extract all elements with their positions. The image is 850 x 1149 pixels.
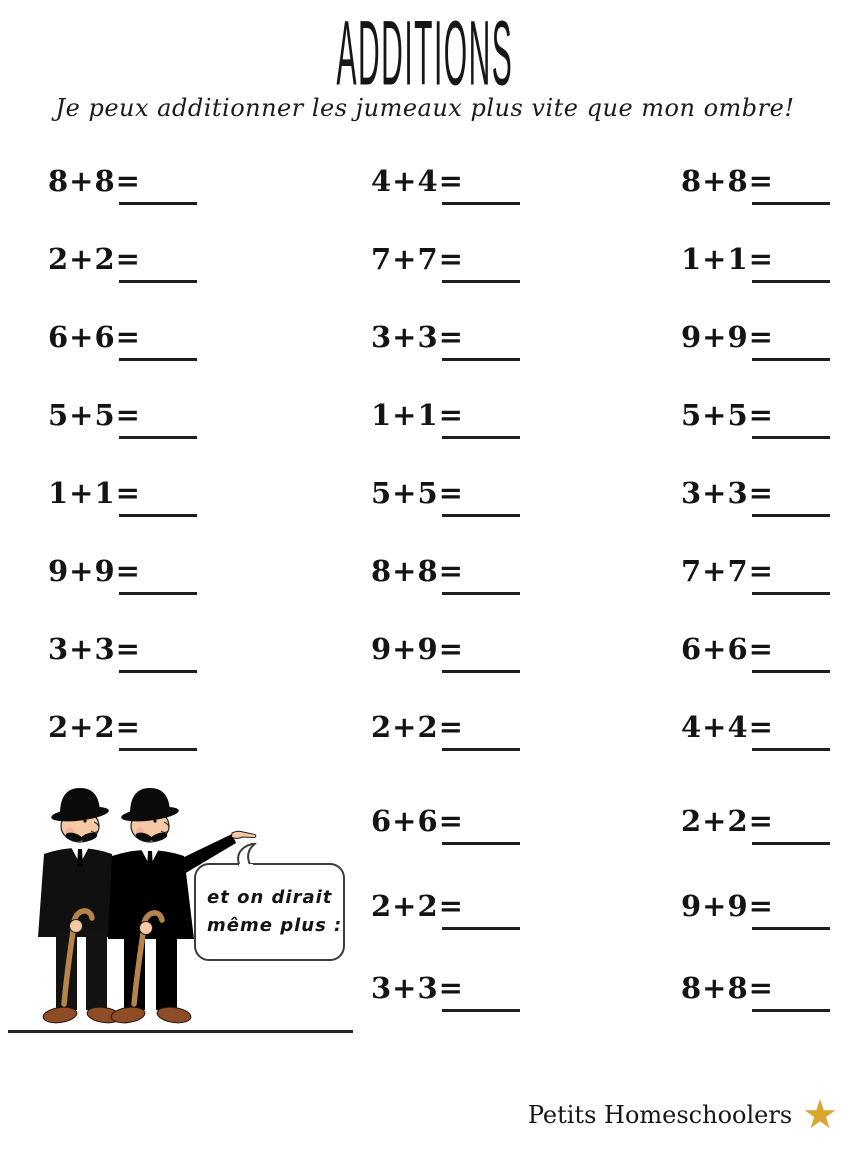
problem-text: 5+5=	[371, 476, 464, 510]
problem-text: 2+2=	[48, 242, 141, 276]
answer-blank	[442, 202, 520, 205]
answer-blank	[442, 280, 520, 283]
problem-text: 7+7=	[681, 554, 774, 588]
answer-blank	[119, 592, 197, 595]
answer-blank	[442, 842, 520, 845]
problem-text: 2+2=	[48, 710, 141, 744]
problem-text: 5+5=	[48, 398, 141, 432]
addition-problem	[681, 554, 850, 635]
addition-problem	[48, 320, 263, 401]
addition-problem	[371, 320, 586, 401]
problem-text: 6+6=	[371, 804, 464, 838]
problems-column-1	[48, 164, 263, 791]
twin-left	[38, 788, 122, 1025]
addition-problem	[371, 242, 586, 323]
answer-blank	[119, 748, 197, 751]
footer	[527, 1092, 838, 1138]
addition-problem	[371, 804, 586, 885]
addition-problem	[371, 971, 586, 1052]
problem-text: 2+2=	[681, 804, 774, 838]
answer-blank	[752, 514, 830, 517]
answer-blank	[442, 358, 520, 361]
answer-blank	[752, 436, 830, 439]
speech-line-1: et on dirait	[207, 887, 333, 908]
addition-problem	[371, 398, 586, 479]
addition-problem	[681, 164, 850, 245]
problem-text: 4+4=	[371, 164, 464, 198]
problem-text: 1+1=	[371, 398, 464, 432]
addition-problem	[48, 476, 263, 557]
problem-text: 8+8=	[681, 971, 774, 1005]
page-subtitle: Je peux additionner les jumeaux plus vite que mon ombre!	[55, 94, 795, 122]
addition-problem	[48, 554, 263, 635]
answer-blank	[752, 927, 830, 930]
problem-text: 9+9=	[681, 320, 774, 354]
speech-line-2: même plus :	[207, 914, 343, 936]
answer-blank	[119, 514, 197, 517]
speech-bubble	[194, 863, 345, 961]
addition-problem	[371, 476, 586, 557]
problem-text: 8+8=	[48, 164, 141, 198]
answer-blank	[119, 436, 197, 439]
answer-blank	[442, 514, 520, 517]
addition-problem	[681, 632, 850, 713]
answer-blank	[119, 670, 197, 673]
speech-bubble-tail	[230, 843, 266, 867]
answer-blank	[119, 280, 197, 283]
problem-text: 3+3=	[371, 320, 464, 354]
addition-problem	[681, 242, 850, 323]
answer-blank	[442, 748, 520, 751]
answer-blank	[442, 1009, 520, 1012]
problem-text: 9+9=	[48, 554, 141, 588]
problem-text: 2+2=	[371, 889, 464, 923]
problem-text: 8+8=	[681, 164, 774, 198]
speech-bubble-text	[207, 884, 343, 940]
problem-text: 4+4=	[681, 710, 774, 744]
addition-problem	[681, 398, 850, 479]
addition-problem	[371, 632, 586, 713]
problems-column-2	[371, 164, 586, 1052]
addition-problem	[48, 398, 263, 479]
answer-blank	[752, 1009, 830, 1012]
problem-text: 6+6=	[48, 320, 141, 354]
problem-text: 1+1=	[48, 476, 141, 510]
footer-brand: Petits Homeschoolers	[527, 1101, 793, 1129]
addition-problem	[48, 242, 263, 323]
answer-blank	[752, 748, 830, 751]
answer-blank	[442, 592, 520, 595]
addition-problem	[371, 889, 586, 970]
problem-text: 5+5=	[681, 398, 774, 432]
page-header	[0, 4, 850, 106]
problem-text: 1+1=	[681, 242, 774, 276]
problem-text: 8+8=	[371, 554, 464, 588]
problem-text: 6+6=	[681, 632, 774, 666]
star-icon: ★	[802, 1092, 838, 1138]
addition-problem	[681, 971, 850, 1052]
answer-blank	[752, 592, 830, 595]
problem-text: 9+9=	[681, 889, 774, 923]
addition-problem	[371, 164, 586, 245]
answer-blank	[752, 670, 830, 673]
addition-problem	[681, 320, 850, 401]
problem-text: 2+2=	[371, 710, 464, 744]
addition-problem	[681, 804, 850, 885]
addition-problem	[371, 710, 586, 791]
illustration-bottom-rule	[8, 1030, 353, 1033]
problem-text: 3+3=	[681, 476, 774, 510]
pointing-hand	[232, 831, 256, 838]
addition-problem	[681, 476, 850, 557]
answer-blank	[442, 670, 520, 673]
answer-blank	[442, 927, 520, 930]
problem-text: 3+3=	[371, 971, 464, 1005]
addition-problem	[681, 710, 850, 791]
answer-blank	[119, 202, 197, 205]
answer-blank	[752, 202, 830, 205]
problem-text: 3+3=	[48, 632, 141, 666]
problems-column-3	[681, 164, 850, 1052]
answer-blank	[442, 436, 520, 439]
addition-problem	[681, 889, 850, 970]
answer-blank	[752, 842, 830, 845]
answer-blank	[752, 280, 830, 283]
page-title: ADDITIONS	[336, 4, 514, 106]
addition-problem	[371, 554, 586, 635]
problem-text: 7+7=	[371, 242, 464, 276]
addition-problem	[48, 164, 263, 245]
addition-problem	[48, 632, 263, 713]
answer-blank	[752, 358, 830, 361]
problem-text: 9+9=	[371, 632, 464, 666]
answer-blank	[119, 358, 197, 361]
